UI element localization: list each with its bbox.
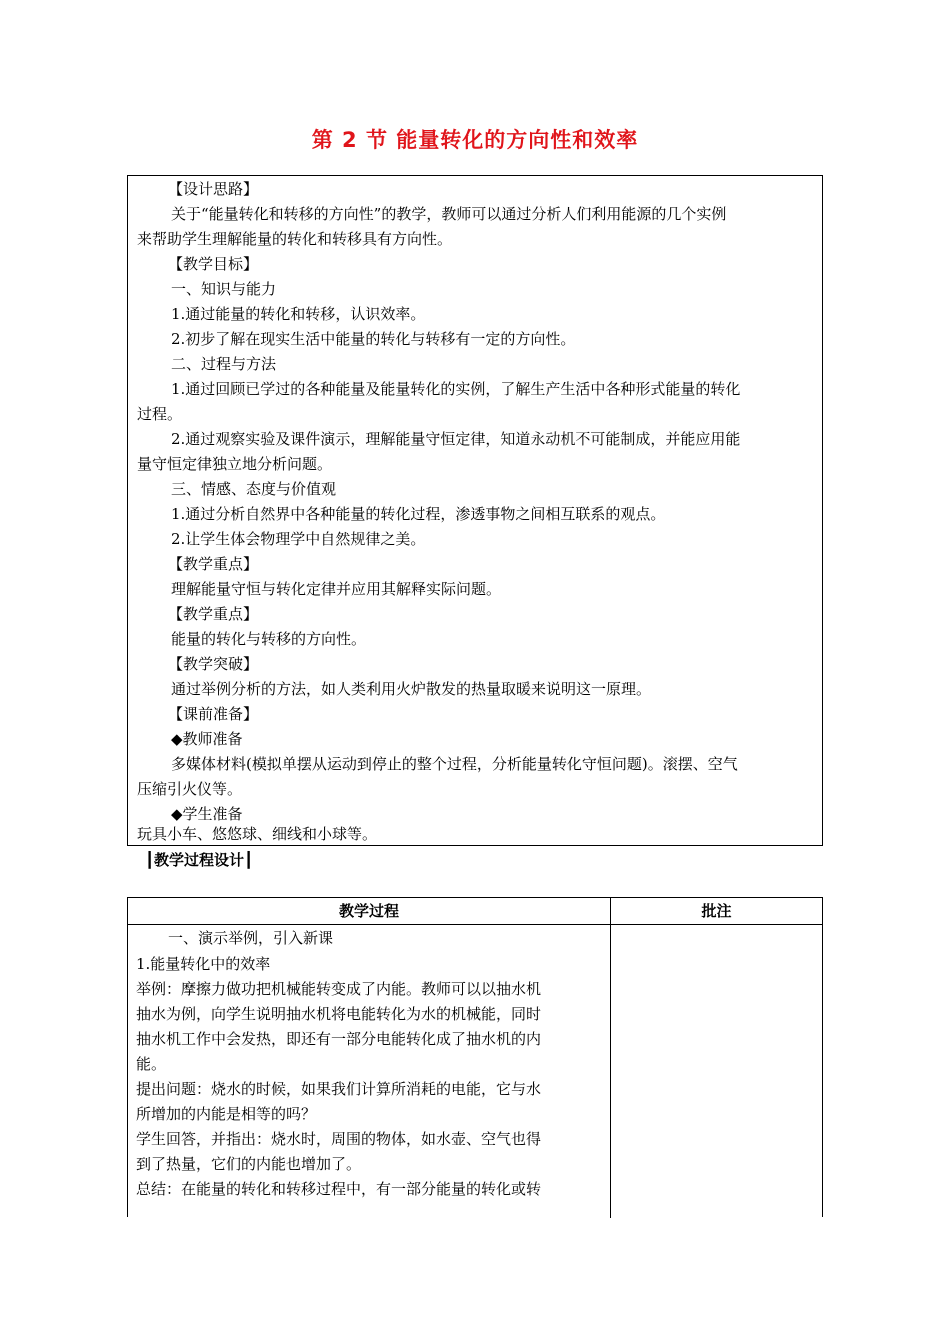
process-line: 总结：在能量的转化和转移过程中，有一部分能量的转化或转 — [136, 1180, 542, 1198]
process-line: 一、演示举例，引入新课 — [168, 929, 334, 947]
design-line: 二、过程与方法 — [171, 355, 277, 373]
page-title: 第 2 节 能量转化的方向性和效率 — [311, 128, 639, 152]
col-header-process: 教学过程 — [338, 902, 399, 920]
design-line: 【教学重点】 — [168, 555, 259, 573]
design-line: 1.通过能量的转化和转移，认识效率。 — [171, 305, 426, 323]
design-line: 【教学突破】 — [168, 655, 259, 673]
process-line: 到了热量，它们的内能也增加了。 — [136, 1155, 362, 1173]
process-line: 所增加的内能是相等的吗？ — [136, 1105, 317, 1123]
design-line: 能量的转化与转移的方向性。 — [171, 630, 367, 648]
design-line: 多媒体材料(模拟单摆从运动到停止的整个过程，分析能量转化守恒问题)。滚摆、空气 — [171, 755, 738, 773]
design-line: 三、情感、态度与价值观 — [171, 480, 337, 498]
design-line: 量守恒定律独立地分析问题。 — [137, 455, 333, 473]
process-line: 能。 — [136, 1055, 167, 1073]
design-line: 过程。 — [137, 405, 183, 423]
design-line: 压缩引火仪等。 — [137, 780, 243, 798]
design-box — [127, 175, 823, 846]
design-line: 通过举例分析的方法，如人类利用火炉散发的热量取暖来说明这一原理。 — [171, 680, 652, 698]
design-line: 来帮助学生理解能量的转化和转移具有方向性。 — [137, 230, 453, 248]
design-line: 【教学目标】 — [168, 255, 259, 273]
process-line: 1.能量转化中的效率 — [136, 955, 271, 973]
design-line: 【课前准备】 — [168, 705, 259, 723]
design-line: 2.初步了解在现实生活中能量的转化与转移有一定的方向性。 — [171, 330, 576, 348]
process-line: 学生回答，并指出：烧水时，周围的物体，如水壶、空气也得 — [136, 1130, 542, 1148]
design-line: 1.通过分析自然界中各种能量的转化过程，渗透事物之间相互联系的观点。 — [171, 505, 666, 523]
design-line: ◆教师准备 — [171, 730, 243, 748]
col-header-notes: 批注 — [701, 902, 732, 920]
process-heading: ┃教学过程设计┃ — [145, 851, 254, 869]
design-line: 【教学重点】 — [168, 605, 259, 623]
process-table — [127, 897, 823, 1217]
process-line: 抽水为例，向学生说明抽水机将电能转化为水的机械能，同时 — [136, 1005, 542, 1023]
design-line: 【设计思路】 — [168, 180, 259, 198]
design-line: 理解能量守恒与转化定律并应用其解释实际问题。 — [171, 580, 502, 598]
design-line: 关于“能量转化和转移的方向性”的教学，教师可以通过分析人们利用能源的几个实例 — [171, 205, 727, 223]
design-line: 2.通过观察实验及课件演示，理解能量守恒定律，知道永动机不可能制成，并能应用能 — [171, 430, 741, 448]
design-line: 2.让学生体会物理学中自然规律之美。 — [171, 530, 426, 548]
process-line: 提出问题：烧水的时候，如果我们计算所消耗的电能，它与水 — [136, 1080, 542, 1098]
design-line: 1.通过回顾已学过的各种能量及能量转化的实例，了解生产生活中各种形式能量的转化 — [171, 380, 741, 398]
process-line: 抽水机工作中会发热，即还有一部分电能转化成了抽水机的内 — [136, 1030, 542, 1048]
header-divider — [128, 924, 822, 925]
design-line: 玩具小车、悠悠球、细线和小球等。 — [137, 825, 378, 843]
design-line: ◆学生准备 — [171, 805, 243, 823]
process-line: 举例：摩擦力做功把机械能转变成了内能。教师可以以抽水机 — [136, 980, 542, 998]
design-line: 一、知识与能力 — [171, 280, 277, 298]
